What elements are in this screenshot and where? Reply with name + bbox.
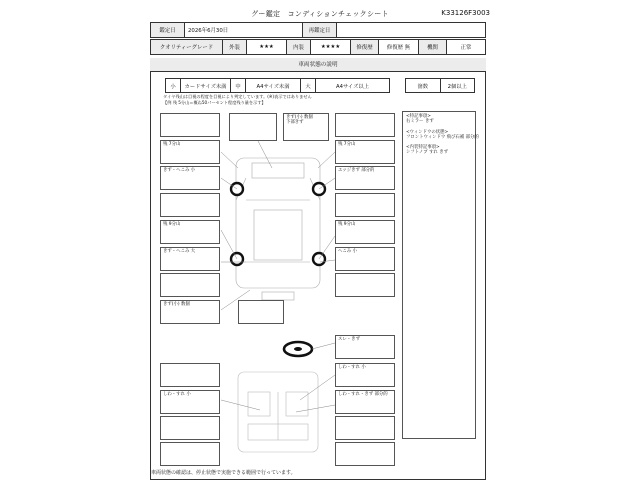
remarks-box [402,111,479,439]
exterior-label: 外装 [223,40,247,55]
mechanical-label: 機関 [419,40,447,55]
steering-wheel-icon [284,342,312,356]
damage-box-left-empty-1 [160,193,220,217]
damage-box-left-2: きず・へこみ 小 [160,166,220,190]
car-top-view [236,158,320,300]
damage-box-left-front [160,113,220,137]
interior-rating: ★★★★ [311,40,351,55]
interior-notes-body: シフトノブ すれ きず [406,150,449,156]
sheet-title: グー鑑定 コンディションチェックシート [251,10,389,18]
tires [231,183,325,265]
interior-box-right-4 [335,442,395,466]
damage-box-front-center: きず(小) 数個 下部きず [283,113,329,141]
reinspection-date-label: 再鑑定日 [303,23,337,38]
mechanical-value: 正常 [447,40,486,55]
repair-history-label: 修復歴 [351,40,379,55]
tire-note-line-2: 【例 残 5分山＝概ね50パーセント程度残り量を示す】 [163,100,266,105]
damage-box-left-4: きず・へこみ 大 [160,247,220,271]
damage-box-right-empty-1 [335,193,395,217]
interior-box-left-2: しわ・すれ 小 [160,390,220,414]
interior-box-left-4 [160,442,220,466]
damage-box-right-2: エッジきず 部分的 [335,166,395,190]
footer-note: 車両状態の確認は、停止状態で実施できる範囲で行っています。 [151,470,296,476]
count-label: 箇数 [406,79,441,93]
special-notes-body: 右ミラー きず [406,119,434,125]
damage-box-rear-center [238,300,284,324]
inspection-date-label: 鑑定日 [151,23,185,38]
damage-box-left-3: 残 9分山 [160,220,220,244]
damage-box-right-front [335,113,395,137]
size-small-desc: カードサイズ未満 [181,79,231,93]
damage-box-right-4: へこみ 小 [335,247,395,271]
size-small-label: 小 [166,79,181,93]
special-notes-title: <特記事項> [406,114,431,119]
damage-box-left-empty-2 [160,273,220,297]
damage-box-right-1: 残 7分山 [335,140,395,164]
interior-box-left-1 [160,363,220,387]
interior-box-right-3 [335,416,395,440]
damage-box-right-3: 残 9分山 [335,220,395,244]
tire-note-line-1: タイヤ残山は目視の程度を目視により判定しています。(※)表示ではありません [163,94,312,99]
interior-label: 内装 [287,40,311,55]
damage-box-left-5: きず(小) 数個 [160,300,220,324]
damage-box-left-1: 残 7分山 [160,140,220,164]
damage-box-front-left [229,113,277,141]
leader-lines [221,141,335,412]
interior-box-left-3 [160,416,220,440]
size-large-desc: A4サイズ以上 [316,79,390,93]
quality-grade-label: クオリティーグレード [151,40,223,55]
size-medium-label: 中 [231,79,246,93]
size-large-label: 大 [301,79,316,93]
window-condition-title: <ウィンドウの状態> [406,129,449,135]
car-interior-view [238,372,318,452]
interior-notes-title: <内装特記事項> [406,145,440,151]
size-medium-desc: A4サイズ未満 [246,79,301,93]
count-value: 2個以上 [440,79,475,93]
section-title: 車両状態の説明 [150,58,486,72]
exterior-rating: ★★★ [247,40,287,55]
interior-box-right-2: しわ・すれ・きず 部分的 [335,390,395,414]
interior-box-right-1: しわ・すれ 小 [335,363,395,387]
inspection-date-value: 2026年6月30日 [185,23,303,38]
damage-box-right-empty-2 [335,273,395,297]
stock-number: K33126F3003 [441,9,490,17]
repair-history-value: 修復歴 無 [379,40,419,55]
damage-box-steering: スレ・きず [335,335,395,359]
window-condition-body: フロントウィンドウ 飛び石補 部分的 [406,134,479,140]
